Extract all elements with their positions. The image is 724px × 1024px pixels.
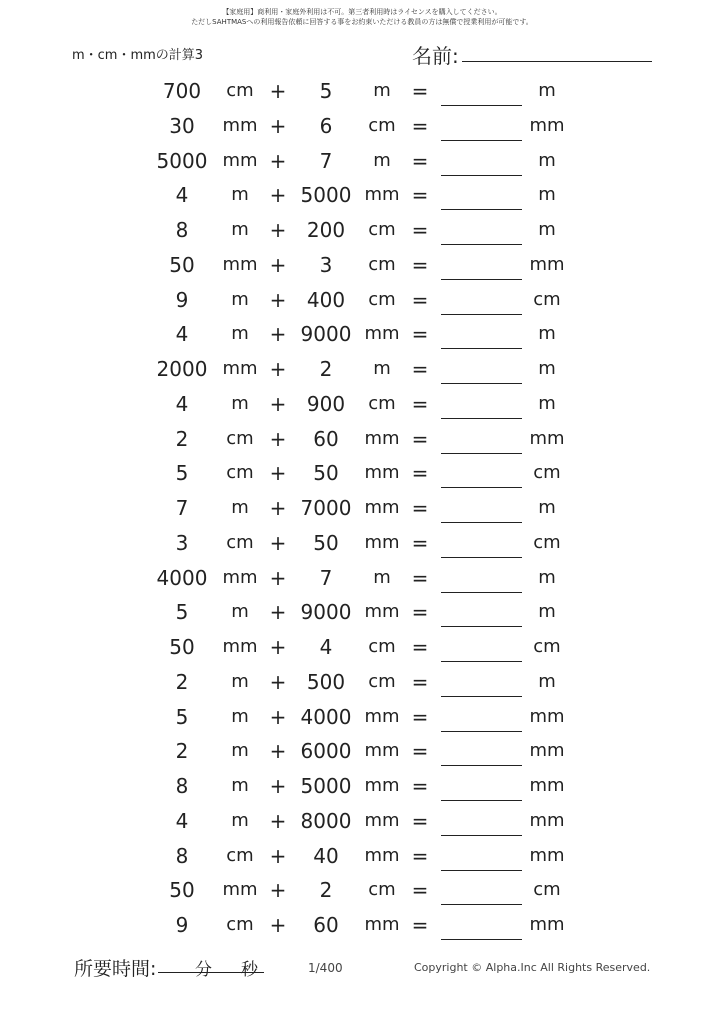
- problem-row: [0, 804, 724, 839]
- second-unit: mm: [364, 809, 400, 831]
- answer-unit: mm: [529, 705, 565, 727]
- second-unit: mm: [364, 323, 400, 345]
- second-value: 7: [319, 565, 333, 590]
- copyright-text: Copyright © Alpha.Inc All Rights Reserved.: [414, 961, 651, 974]
- answer-unit: m: [538, 149, 556, 171]
- problem-row: [0, 213, 724, 248]
- problem-row: [0, 630, 724, 665]
- first-unit: mm: [222, 566, 258, 588]
- answer-blank[interactable]: [441, 288, 522, 315]
- first-unit: m: [231, 809, 249, 831]
- second-value: 3: [319, 252, 333, 277]
- second-value: 50: [313, 530, 339, 555]
- second-unit: cm: [368, 288, 396, 310]
- problem-row: [0, 526, 724, 561]
- problem-row: [0, 595, 724, 630]
- second-value: 2: [319, 878, 333, 903]
- first-unit: mm: [222, 114, 258, 136]
- answer-unit: cm: [533, 288, 561, 310]
- problem-row: [0, 769, 724, 804]
- answer-unit: m: [538, 566, 556, 588]
- second-value: 200: [306, 218, 346, 242]
- problem-row: [0, 839, 724, 874]
- plus-sign: +: [269, 669, 287, 694]
- equals-sign: =: [411, 461, 429, 486]
- plus-sign: +: [269, 774, 287, 798]
- problem-row: [0, 144, 724, 179]
- problem-row: [0, 456, 724, 491]
- first-unit: mm: [222, 253, 258, 275]
- first-value: 50: [169, 878, 195, 903]
- first-value: 30: [169, 113, 195, 138]
- equals-sign: =: [411, 669, 429, 694]
- answer-unit: mm: [529, 427, 565, 449]
- plus-sign: +: [269, 843, 287, 868]
- answer-unit: mm: [529, 253, 565, 275]
- problem-row: [0, 908, 724, 943]
- second-value: 9000: [300, 600, 352, 625]
- problem-row: [0, 109, 724, 144]
- plus-sign: +: [269, 565, 287, 590]
- first-unit: cm: [226, 80, 254, 101]
- equals-sign: =: [411, 635, 429, 659]
- license-notice-line-1: 【家庭用】商利用・家庭外利用は不可。第三者利用時はライセンスを購入してください。: [222, 8, 502, 16]
- time-taken-label: 所要時間:: [74, 958, 157, 980]
- answer-unit: mm: [529, 809, 565, 831]
- answer-unit: mm: [529, 740, 565, 762]
- answer-blank[interactable]: [441, 531, 522, 558]
- second-value: 4: [319, 635, 333, 659]
- first-value: 2: [175, 426, 189, 451]
- plus-sign: +: [269, 148, 287, 173]
- first-value: 7: [175, 496, 189, 520]
- first-value: 9: [175, 287, 189, 312]
- license-notice: [0, 7, 724, 27]
- plus-sign: +: [269, 183, 287, 208]
- answer-blank[interactable]: [441, 670, 522, 697]
- answer-unit: cm: [533, 462, 561, 484]
- equals-sign: =: [411, 530, 429, 555]
- answer-blank[interactable]: [441, 635, 522, 662]
- second-value: 5000: [300, 774, 352, 798]
- equals-sign: =: [411, 496, 429, 520]
- plus-sign: +: [269, 808, 287, 833]
- second-unit: m: [373, 358, 391, 379]
- first-value: 5: [175, 600, 189, 625]
- first-value: 2: [175, 669, 189, 694]
- first-unit: m: [231, 323, 249, 345]
- second-unit: m: [373, 566, 391, 588]
- second-value: 4000: [300, 704, 352, 729]
- answer-blank[interactable]: [441, 149, 522, 176]
- second-value: 40: [313, 843, 339, 868]
- first-value: 5: [175, 704, 189, 729]
- first-unit: m: [231, 219, 249, 240]
- answer-blank[interactable]: [441, 809, 522, 836]
- problem-row: [0, 700, 724, 735]
- answer-blank[interactable]: [441, 739, 522, 766]
- problem-row: [0, 734, 724, 769]
- first-value: 4: [175, 322, 189, 347]
- second-value: 400: [306, 287, 346, 312]
- equals-sign: =: [411, 843, 429, 868]
- problem-row: [0, 352, 724, 387]
- first-value: 4: [175, 391, 189, 416]
- second-unit: cm: [368, 392, 396, 414]
- equals-sign: =: [411, 79, 429, 103]
- first-value: 2000: [156, 357, 208, 381]
- equals-sign: =: [411, 774, 429, 798]
- first-unit: m: [231, 740, 249, 762]
- plus-sign: +: [269, 704, 287, 729]
- second-unit: mm: [364, 740, 400, 762]
- first-value: 8: [175, 774, 189, 798]
- first-unit: m: [231, 705, 249, 727]
- equals-sign: =: [411, 878, 429, 903]
- second-unit: mm: [364, 601, 400, 623]
- answer-unit: mm: [529, 775, 565, 796]
- problem-row: [0, 422, 724, 457]
- second-unit: cm: [368, 879, 396, 901]
- answer-blank[interactable]: [441, 322, 522, 349]
- second-value: 9000: [300, 322, 352, 347]
- name-field[interactable]: [412, 40, 652, 66]
- problem-row: [0, 491, 724, 526]
- answer-unit: m: [538, 323, 556, 345]
- answer-blank[interactable]: [441, 705, 522, 732]
- plus-sign: +: [269, 391, 287, 416]
- plus-sign: +: [269, 600, 287, 625]
- second-value: 60: [313, 913, 339, 937]
- equals-sign: =: [411, 183, 429, 208]
- second-label: 秒: [241, 960, 258, 980]
- equals-sign: =: [411, 252, 429, 277]
- problem-row: [0, 248, 724, 283]
- first-unit: cm: [226, 462, 254, 484]
- first-value: 4: [175, 808, 189, 833]
- plus-sign: +: [269, 878, 287, 903]
- second-unit: cm: [368, 253, 396, 275]
- first-value: 9: [175, 913, 189, 937]
- answer-blank[interactable]: [441, 357, 522, 384]
- second-unit: mm: [364, 497, 400, 518]
- answer-blank[interactable]: [441, 496, 522, 523]
- page-number: 1/400: [308, 961, 343, 975]
- answer-blank[interactable]: [441, 79, 522, 106]
- plus-sign: +: [269, 113, 287, 138]
- answer-unit: m: [538, 219, 556, 240]
- problem-row: [0, 561, 724, 596]
- plus-sign: +: [269, 913, 287, 937]
- first-value: 2: [175, 739, 189, 764]
- second-value: 8000: [300, 808, 352, 833]
- answer-unit: m: [538, 80, 556, 101]
- name-label: 名前:: [412, 44, 459, 68]
- answer-blank[interactable]: [441, 913, 522, 940]
- second-value: 2: [319, 357, 333, 381]
- answer-unit: cm: [533, 636, 561, 657]
- first-unit: mm: [222, 879, 258, 901]
- answer-blank[interactable]: [441, 844, 522, 871]
- minute-label: 分: [195, 960, 212, 980]
- second-value: 6000: [300, 739, 352, 764]
- problem-row: [0, 283, 724, 318]
- first-value: 3: [175, 530, 189, 555]
- first-unit: m: [231, 601, 249, 623]
- plus-sign: +: [269, 79, 287, 103]
- second-unit: mm: [364, 914, 400, 935]
- answer-blank[interactable]: [441, 114, 522, 141]
- first-value: 5000: [156, 148, 208, 173]
- first-value: 50: [169, 635, 195, 659]
- answer-unit: m: [538, 358, 556, 379]
- license-notice-line-2: ただしSAHTMASへの利用報告依頼に回答する事をお約束いただける教員の方は無償で授業利用が可能です。: [191, 18, 533, 26]
- first-unit: m: [231, 288, 249, 310]
- plus-sign: +: [269, 461, 287, 486]
- problem-row: [0, 387, 724, 422]
- answer-blank[interactable]: [441, 253, 522, 280]
- name-underline[interactable]: [462, 61, 652, 62]
- second-value: 7: [319, 148, 333, 173]
- second-unit: m: [373, 80, 391, 101]
- answer-unit: m: [538, 601, 556, 623]
- second-value: 7000: [300, 496, 352, 520]
- first-value: 4000: [156, 565, 208, 590]
- answer-blank[interactable]: [441, 392, 522, 419]
- answer-blank[interactable]: [441, 427, 522, 454]
- plus-sign: +: [269, 357, 287, 381]
- equals-sign: =: [411, 357, 429, 381]
- equals-sign: =: [411, 391, 429, 416]
- equals-sign: =: [411, 913, 429, 937]
- first-unit: m: [231, 392, 249, 414]
- first-value: 8: [175, 843, 189, 868]
- second-value: 500: [306, 669, 346, 694]
- problem-row: [0, 873, 724, 908]
- equals-sign: =: [411, 739, 429, 764]
- answer-blank[interactable]: [441, 461, 522, 488]
- plus-sign: +: [269, 287, 287, 312]
- second-value: 900: [306, 391, 346, 416]
- first-unit: mm: [222, 358, 258, 379]
- second-unit: mm: [364, 427, 400, 449]
- first-unit: m: [231, 670, 249, 692]
- answer-unit: m: [538, 392, 556, 414]
- equals-sign: =: [411, 287, 429, 312]
- first-unit: m: [231, 497, 249, 518]
- second-value: 50: [313, 461, 339, 486]
- problem-row: [0, 665, 724, 700]
- equals-sign: =: [411, 565, 429, 590]
- second-value: 6: [319, 113, 333, 138]
- first-value: 50: [169, 252, 195, 277]
- equals-sign: =: [411, 218, 429, 242]
- second-unit: mm: [364, 844, 400, 866]
- answer-blank[interactable]: [441, 774, 522, 801]
- problem-row: [0, 178, 724, 213]
- equals-sign: =: [411, 322, 429, 347]
- answer-unit: cm: [533, 531, 561, 553]
- answer-unit: m: [538, 497, 556, 518]
- second-value: 5000: [300, 183, 352, 208]
- problem-row: [0, 317, 724, 352]
- answer-blank[interactable]: [441, 600, 522, 627]
- equals-sign: =: [411, 704, 429, 729]
- second-unit: cm: [368, 670, 396, 692]
- second-unit: m: [373, 149, 391, 171]
- second-unit: mm: [364, 184, 400, 206]
- plus-sign: +: [269, 252, 287, 277]
- first-unit: cm: [226, 531, 254, 553]
- equals-sign: =: [411, 113, 429, 138]
- second-unit: mm: [364, 462, 400, 484]
- answer-blank[interactable]: [441, 878, 522, 905]
- answer-blank[interactable]: [441, 566, 522, 593]
- answer-unit: mm: [529, 914, 565, 935]
- second-unit: cm: [368, 636, 396, 657]
- plus-sign: +: [269, 635, 287, 659]
- plus-sign: +: [269, 218, 287, 242]
- answer-unit: cm: [533, 879, 561, 901]
- first-unit: mm: [222, 149, 258, 171]
- second-unit: cm: [368, 219, 396, 240]
- first-unit: cm: [226, 427, 254, 449]
- first-value: 700: [162, 79, 202, 103]
- plus-sign: +: [269, 426, 287, 451]
- first-unit: cm: [226, 914, 254, 935]
- problem-row: [0, 74, 724, 109]
- second-unit: cm: [368, 114, 396, 136]
- equals-sign: =: [411, 600, 429, 625]
- second-value: 5: [319, 79, 333, 103]
- plus-sign: +: [269, 739, 287, 764]
- worksheet-title: m・cm・mmの計算3: [72, 48, 204, 63]
- answer-unit: m: [538, 670, 556, 692]
- first-value: 5: [175, 461, 189, 486]
- equals-sign: =: [411, 426, 429, 451]
- second-unit: mm: [364, 775, 400, 796]
- plus-sign: +: [269, 496, 287, 520]
- problem-list: [0, 74, 724, 943]
- plus-sign: +: [269, 322, 287, 347]
- second-unit: mm: [364, 705, 400, 727]
- second-value: 60: [313, 426, 339, 451]
- first-unit: m: [231, 775, 249, 796]
- equals-sign: =: [411, 808, 429, 833]
- first-unit: cm: [226, 844, 254, 866]
- answer-blank[interactable]: [441, 218, 522, 245]
- answer-unit: mm: [529, 844, 565, 866]
- first-value: 4: [175, 183, 189, 208]
- answer-unit: mm: [529, 114, 565, 136]
- equals-sign: =: [411, 148, 429, 173]
- first-unit: m: [231, 184, 249, 206]
- answer-unit: m: [538, 184, 556, 206]
- plus-sign: +: [269, 530, 287, 555]
- first-value: 8: [175, 218, 189, 242]
- answer-blank[interactable]: [441, 183, 522, 210]
- second-unit: mm: [364, 531, 400, 553]
- first-unit: mm: [222, 636, 258, 657]
